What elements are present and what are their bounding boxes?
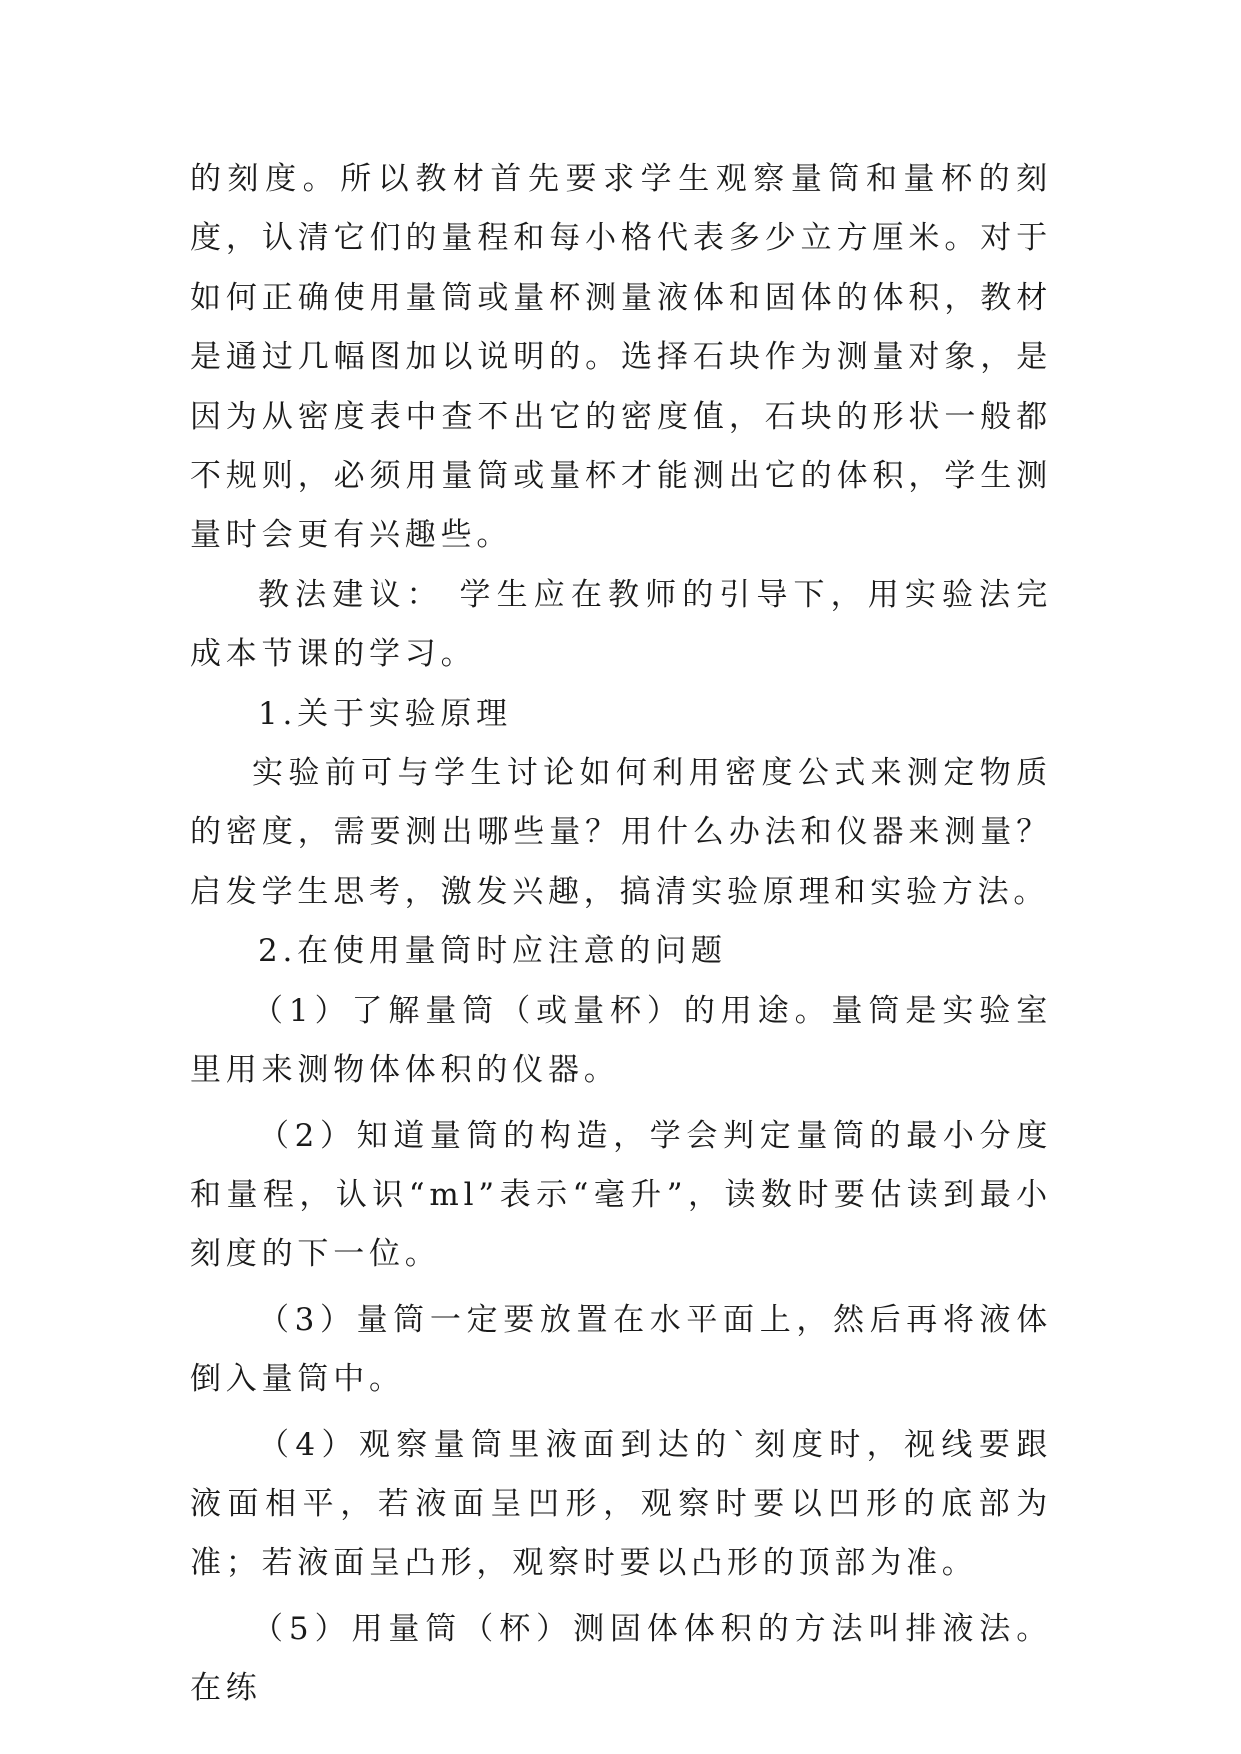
paragraph-teaching-suggestion: 教法建议： 学生应在教师的引导下，用实验法完成本节课的学习。 xyxy=(190,576,1052,673)
document-page xyxy=(190,150,1052,1719)
heading-cylinder-notes: 2.在使用量筒时应注意的问题 xyxy=(258,933,727,970)
paragraph-note-2: （2）知道量筒的构造，学会判定量筒的最小分度和量程，认识“ml”表示“毫升”，读数时要估读到最小刻度的下一位。 xyxy=(190,1117,1052,1273)
heading-experiment-principle: 1.关于实验原理 xyxy=(258,695,512,732)
paragraph-note-4: （4）观察量筒里液面到达的`刻度时，视线要跟液面相平，若液面呈凹形，观察时要以凹形的底部为准；若液面呈凸形，观察时要以凸形的顶部为准。 xyxy=(190,1426,1052,1582)
paragraph-textbook-scale: 的刻度。所以教材首先要求学生观察量筒和量杯的刻度，认清它们的量程和每小格代表多少立方厘米。对于如何正确使用量筒或量杯测量液体和固体的体积，教材是通过几幅图加以说明的。选择石块作为测量对象，是因为从密度表中查不出它的密度值，石块的形状一般都不规则，必须用量筒或量杯才能测出它的体积，学生测量时会更有兴趣些。 xyxy=(190,161,1052,554)
paragraph-note-5: （5）用量筒（杯）测固体体积的方法叫排液法。 在练 xyxy=(190,1610,1052,1707)
paragraph-note-1: （1）了解量筒（或量杯）的用途。量筒是实验室里用来测物体体积的仪器。 xyxy=(190,992,1052,1089)
paragraph-note-3: （3）量筒一定要放置在水平面上，然后再将液体倒入量筒中。 xyxy=(190,1301,1052,1398)
paragraph-experiment-discussion: 实验前可与学生讨论如何利用密度公式来测定物质的密度，需要测出哪些量？用什么办法和仪器来测量？启发学生思考，激发兴趣，搞清实验原理和实验方法。 xyxy=(190,755,1052,910)
